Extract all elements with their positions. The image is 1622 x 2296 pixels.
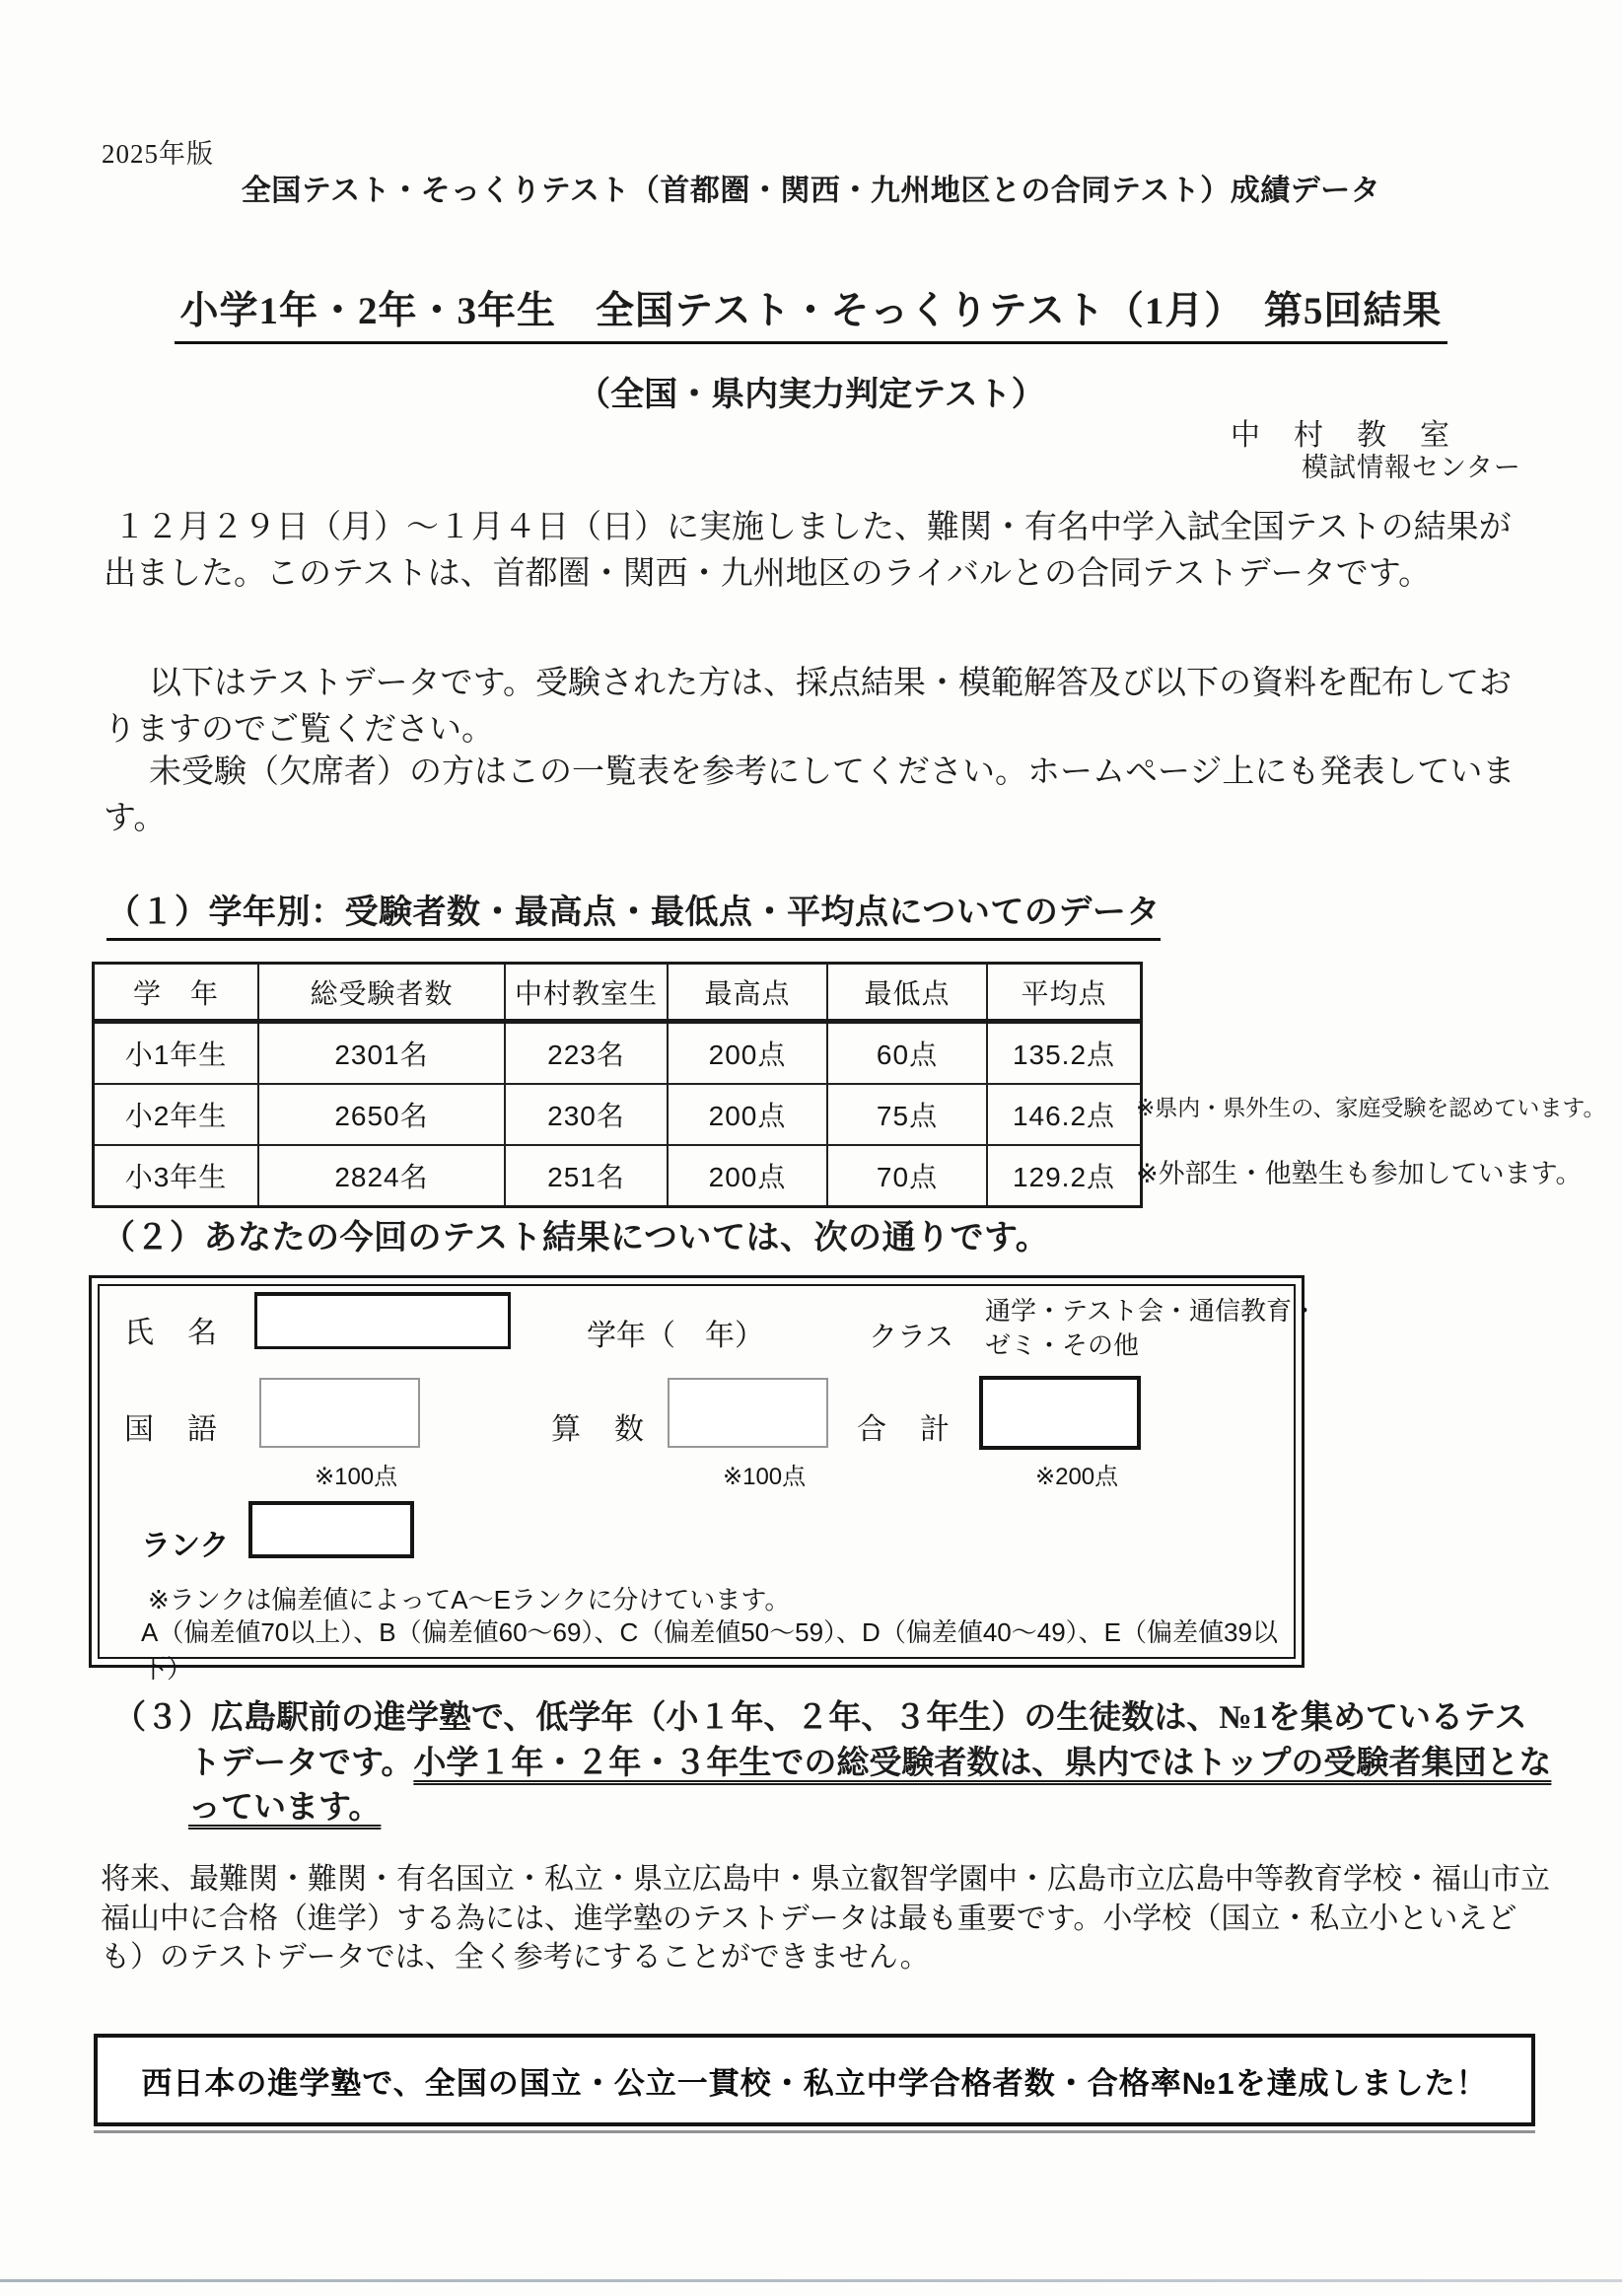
sansu-score-box: [668, 1378, 828, 1448]
table-cell: 75点: [827, 1084, 987, 1145]
table-cell: 251名: [505, 1145, 668, 1207]
intro-paragraph-2: 以下はテストデータです。受験された方は、採点結果・模範解答及び以下の資料を配布しておりますのでご覧ください。: [104, 666, 1513, 748]
table-cell: 2824名: [258, 1145, 505, 1207]
score-table: [92, 962, 1143, 1208]
grade-label: 学年（ 年）: [587, 1320, 764, 1352]
rank-note-2: A（偏差値70以上）、B（偏差値60～69）、C（偏差値50～59）、D（偏差値40～49）、E（偏差値39以下）: [141, 1617, 1278, 1684]
name-field-box: [254, 1292, 511, 1349]
edition-year: 2025年版: [102, 139, 214, 169]
kokugo-score-box: [259, 1378, 420, 1448]
score-table-head: [94, 964, 1142, 1022]
class-options: 通学・テスト会・通信教育・ゼミ・その他: [985, 1296, 1317, 1360]
table-header-cell: 最低点: [827, 964, 987, 1022]
table-cell: 230名: [505, 1084, 668, 1145]
rank-field-box: [248, 1501, 414, 1558]
table-note-home-exam: ※県内・県外生の、家庭受験を認めています。: [1136, 1095, 1606, 1120]
title-wrap: [0, 280, 1622, 344]
table-cell: 200点: [668, 1022, 827, 1085]
table-cell: 70点: [827, 1145, 987, 1207]
intro-paragraph-1: １２月２９日（月）～１月４日（日）に実施しました、難関・有名中学入試全国テストの結果が出ました。このテストは、首都圏・関西・九州地区のライバルとの合同テストデータです。: [104, 510, 1512, 592]
table-cell: 2301名: [258, 1022, 505, 1085]
scan-artifact-line: [0, 2279, 1622, 2282]
sansu-max-note: ※100点: [723, 1464, 807, 1490]
org-name: 中 村 教 室: [1231, 419, 1451, 452]
org-department: 模試情報センター: [1302, 453, 1521, 482]
section2-heading: （２）あなたの今回のテスト結果については、次の通りです。: [102, 1220, 1050, 1256]
table-header-cell: 学 年: [94, 964, 259, 1022]
document-subtitle: 全国テスト・そっくりテスト（首都圏・関西・九州地区との合同テスト）成績データ: [241, 175, 1381, 207]
table-cell: 2650名: [258, 1084, 505, 1145]
table-cell: 200点: [668, 1145, 827, 1207]
table-cell: 146.2点: [987, 1084, 1142, 1145]
achievement-banner: [94, 2034, 1535, 2126]
table-cell: 200点: [668, 1084, 827, 1145]
table-cell: 小1年生: [94, 1022, 259, 1085]
section1-heading: [106, 885, 1161, 941]
score-table-body: [94, 1022, 1142, 1207]
gokei-score-box: [979, 1376, 1141, 1450]
section3-lead: （３）広島駅前の進学塾で、低学年（小１年、２年、３年生）の生徒数は、№1を集めているテストデータです。: [113, 1700, 1527, 1781]
intro-paragraph-3: 未受験（欠席者）の方はこの一覧表を参考にしてください。ホームページ上にも発表しています。: [104, 754, 1516, 836]
table-cell: 135.2点: [987, 1022, 1142, 1085]
table-note-external: ※外部生・他塾生も参加しています。: [1136, 1159, 1583, 1188]
section3-heading: [113, 1696, 1558, 1831]
gokei-max-note: ※200点: [1035, 1464, 1119, 1490]
table-row: [94, 1084, 1142, 1145]
table-cell: 小3年生: [94, 1145, 259, 1207]
class-label: クラス: [869, 1322, 954, 1353]
table-header-row: [94, 964, 1142, 1022]
table-header-cell: 最高点: [668, 964, 827, 1022]
sansu-label: 算 数: [551, 1413, 646, 1446]
section3-body: 将来、最難関・難関・有名国立・私立・県立広島中・県立叡智学園中・広島市立広島中等教育学校・福山市立福山中に合格（進学）する為には、進学塾のテストデータは最も重要です。小学校（国立・私立小といえども）のテストデータでは、全く参考にすることができません。: [101, 1863, 1550, 1974]
document-title-sub: （全国・県内実力判定テスト）: [577, 377, 1045, 413]
document-title: 小学1年・2年・3年生 全国テスト・そっくりテスト（1月） 第5回結果: [175, 280, 1448, 344]
table-header-cell: 平均点: [987, 964, 1142, 1022]
kokugo-label: 国 語: [124, 1413, 219, 1446]
table-cell: 小2年生: [94, 1084, 259, 1145]
gokei-label: 合 計: [857, 1413, 952, 1446]
table-header-cell: 中村教室生: [505, 964, 668, 1022]
banner-bottom-line: [94, 2130, 1535, 2133]
name-label: 氏 名: [124, 1317, 219, 1349]
section1-heading-text: （１）学年別：受験者数・最高点・最低点・平均点についてのデータ: [106, 885, 1161, 941]
table-row: [94, 1145, 1142, 1207]
table-cell: 223名: [505, 1022, 668, 1085]
table-header-cell: 総受験者数: [258, 964, 505, 1022]
result-form-box: [89, 1275, 1317, 1684]
rank-note-1: ※ランクは偏差値によってA～Eランクに分けています。: [148, 1585, 791, 1614]
achievement-banner-text: 西日本の進学塾で、全国の国立・公立一貫校・私立中学合格者数・合格率№1を達成しました！: [141, 2065, 1488, 2101]
table-cell: 60点: [827, 1022, 987, 1085]
table-row: [94, 1022, 1142, 1085]
table-cell: 129.2点: [987, 1145, 1142, 1207]
rank-label: ランク: [141, 1530, 230, 1562]
kokugo-max-note: ※100点: [315, 1464, 398, 1490]
section3-underlined-claim: 小学１年・２年・３年生での総受験者数は、県内ではトップの受験者集団となっています。: [188, 1745, 1552, 1827]
